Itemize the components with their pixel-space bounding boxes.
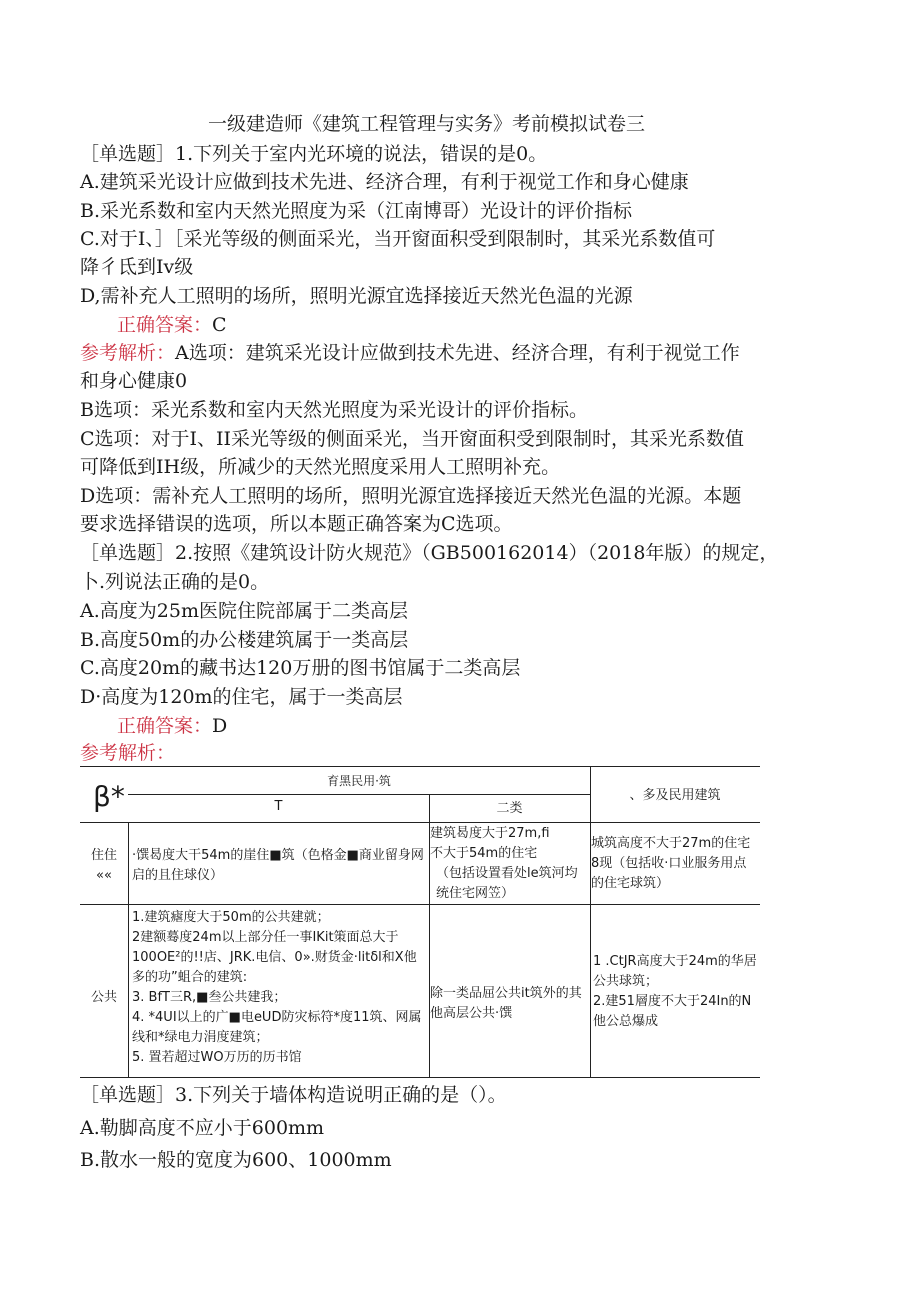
q1-analysis-line-4: C选项：对于I、II采光等级的侧面采光，当开窗面积受到限制时，其采光系数值: [80, 428, 745, 450]
q2-analysis-label: 参考解析：: [80, 742, 176, 764]
table-rule: [128, 794, 590, 795]
table-header-multistorey: 、多及民用建筑: [629, 788, 721, 803]
q1-analysis-line-1: [80, 341, 740, 365]
table-header-class-2: 二类: [496, 801, 523, 816]
cell-line: 5. 置若超过WO万历的历书馆: [132, 1050, 302, 1065]
cell-public-class-2: 除一类品屈公共it筑外的其他高层公共·馔: [430, 986, 582, 1021]
row-label-residential: 住住: [90, 848, 117, 863]
q3-option-a: A.勒脚高度不应小于600mm: [80, 1117, 325, 1139]
q2-stem-cont: 卜.列说法正确的是0。: [80, 571, 270, 593]
q2-answer: [117, 714, 227, 738]
analysis-label: 参考解析：: [80, 342, 176, 364]
cell-line: 1.建筑瘧度大于50m的公共建就；: [132, 910, 330, 925]
cell-public-multistorey: [593, 952, 757, 1032]
cell-line: 2.建51層度不大于24In的N他公总爆成: [593, 994, 752, 1029]
q1-analysis-line-7: 要求选择错误的选项，所以本题正确答案为C选项。: [80, 513, 513, 535]
q1-option-c: C.对于I、］［采光等级的侧面采光，当开窗面积受到限制时，其采光系数值可: [80, 228, 716, 250]
table-header-class-1: T: [274, 799, 283, 814]
cell-line: 3. BfT三R,■叁公共建我；: [132, 990, 287, 1005]
table-rule: [80, 822, 760, 823]
q1-option-d: D,需补充人工照明的场所，照明光源宜选择接近天然光色温的光源: [80, 285, 633, 307]
q1-stem: ［单选题］1.下列关于室内光环境的说法，错误的是0。: [80, 143, 548, 165]
cell-residential-class-1: ·馔曷度大干54m的崖住■筑（色格金■商业留身网启的且住球仪）: [132, 848, 424, 883]
table-rule: [80, 766, 760, 767]
q2-stem: ［单选题］2.按照《建筑设计防火规范》（GB500162014）（2018年版）的规定，: [80, 542, 779, 564]
cell-residential-class-2: [430, 824, 588, 903]
cell-line: 4. *4UI以上的广■电eUD防灾标符*度11筑、网属线和*绿电力涓度建筑；: [132, 1010, 422, 1045]
q1-analysis-line-6: D选项：需补充人工照明的场所，照明光源宜选择接近天然光色温的光源。本题: [80, 485, 742, 507]
cell-line: 建筑曷度大于27m,fi: [430, 826, 550, 841]
answer-value: D: [212, 715, 228, 737]
q2-option-b: B.高度50m的办公楼建筑属于一类高层: [80, 629, 409, 651]
q1-analysis-line-2: 和身心健康0: [80, 370, 188, 392]
answer-label: 正确答案：: [117, 715, 213, 737]
q3-option-b: B.散水一般的宽度为600、1000mm: [80, 1149, 392, 1171]
cell-line: 不大于54m的住宅: [430, 846, 538, 861]
cell-public-class-1: [132, 908, 427, 1076]
q1-analysis-line-5: 可降低到IH级，所减少的天然光照度采用人工照明补充。: [80, 456, 561, 478]
q1-answer: [117, 313, 227, 337]
page-title: 一级建造师《建筑工程管理与实务》考前模拟试卷三: [208, 113, 646, 135]
q2-option-c: C.高度20m的藏书达120万册的图书馆属于二类高层: [80, 657, 521, 679]
row-label-public: 公共: [90, 990, 117, 1005]
q1-option-b: B.采光系数和室内天然光照度为采（江南博哥）光设计的评价指标: [80, 200, 633, 222]
answer-label: 正确答案：: [117, 314, 213, 336]
q1-option-c-cont: 降彳氐到Iv级: [80, 256, 194, 278]
cell-line: 统住宅网笠）: [436, 886, 515, 901]
q2-option-d: D·高度为120m的住宅，属于一类高层: [80, 686, 403, 708]
row-label-residential-sub: ««: [96, 868, 112, 883]
cell-line: 1 .CtJR高度大于24m的华居公共球筑；: [593, 954, 757, 989]
q3-stem: ［单选题］3.下列关于墙体构造说明正确的是（）。: [80, 1084, 507, 1106]
analysis-text: A选项：建筑采光设计应做到技术先进、经济合理，有利于视觉工作: [175, 342, 740, 364]
q1-option-a: A.建筑采光设计应做到技术先进、经济合理，有利于视觉工作和身心健康: [80, 171, 689, 193]
q2-option-a: A.高度为25m医院住院部属于二类高层: [80, 600, 408, 622]
classification-table: [80, 766, 760, 1078]
table-rule: [590, 766, 591, 1078]
table-header-main: 育黑民用·筑: [327, 774, 391, 788]
cell-line: 2建额蓦度24m以上部分任一事IKit策面总大于100OE²的!!店、JRK.电信、0».财货金·litδl和X他多的功”蛆合的建筑:: [132, 930, 417, 985]
table-rule: [80, 1077, 760, 1078]
cell-line: （包括设置看处le筑河均: [436, 866, 578, 881]
cell-residential-multistorey: 城筑高度不大于27m的住宅8现（包括收·口业服务用点的住宅球筑）: [591, 836, 751, 891]
answer-value: C: [212, 314, 227, 336]
table-corner: β*: [93, 780, 125, 813]
table-rule: [80, 904, 760, 905]
table-rule: [128, 822, 129, 1078]
q1-analysis-line-3: B选项：采光系数和室内天然光照度为采光设计的评价指标。: [80, 399, 588, 421]
